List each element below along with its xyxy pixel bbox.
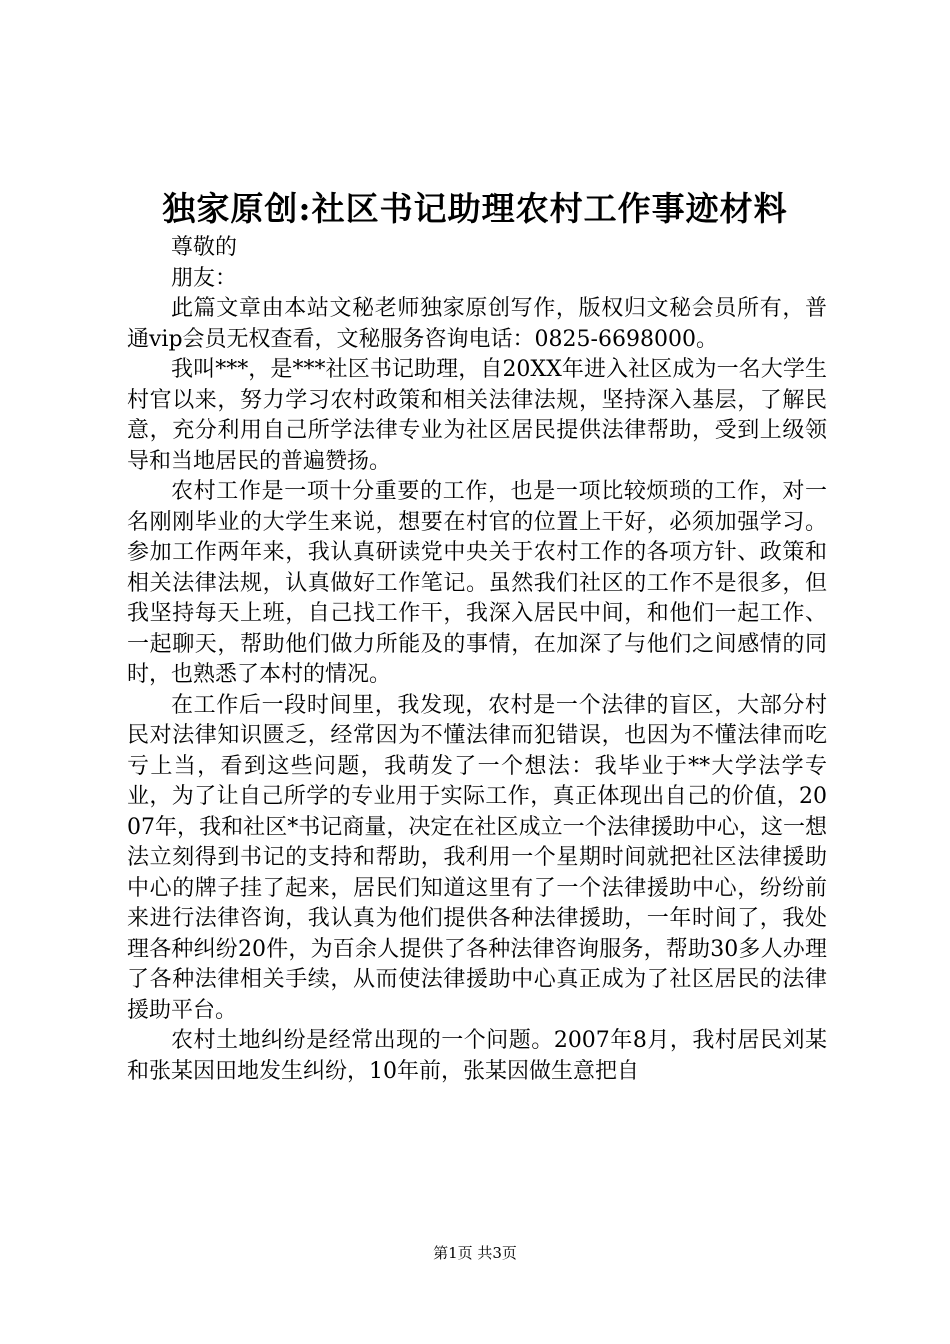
document-body [127, 233, 827, 1087]
page-number-footer: 第1页 共3页 [433, 1244, 517, 1262]
copyright-notice-paragraph: 此篇文章由本站文秘老师独家原创写作，版权归文秘会员所有，普通vip会员无权查看，文秘服务咨询电话：0825-6698000。 [127, 296, 827, 352]
intro-paragraph: 我叫***，是***社区书记助理，自20XX年进入社区成为一名大学生村官以来，努力学习农村政策和相关法律法规，坚持深入基层，了解民意，充分利用自己所学法律专业为社区居民提供法律帮助，受到上级领导和当地居民的普遍赞扬。 [127, 357, 827, 474]
land-dispute-paragraph: 农村土地纠纷是经常出现的一个问题。2007年8月，我村居民刘某和张某因田地发生纠纷，10年前，张某因做生意把自 [127, 1028, 827, 1084]
rural-work-paragraph: 农村工作是一项十分重要的工作，也是一项比较烦琐的工作，对一名刚刚毕业的大学生来说，想要在村官的位置上干好，必须加强学习。参加工作两年来，我认真研读党中央关于农村工作的各项方针、政策和相关法律法规，认真做好工作笔记。虽然我们社区的工作不是很多，但我坚持每天上班，自己找工作干，我深入居民中间，和他们一起工作、一起聊天，帮助他们做力所能及的事情，在加深了与他们之间感情的同时，也熟悉了本村的情况。 [127, 479, 827, 687]
salutation-line-2: 朋友： [171, 265, 238, 291]
document-title: 独家原创:社区书记助理农村工作事迹材料 [162, 189, 788, 228]
salutation-line-1: 尊敬的 [171, 235, 238, 260]
legal-aid-paragraph: 在工作后一段时间里，我发现，农村是一个法律的盲区，大部分村民对法律知识匮乏，经常因为不懂法律而犯错误，也因为不懂法律而吃亏上当，看到这些问题，我萌发了一个想法：我毕业于**大学法学专业，为了让自己所学的专业用于实际工作，真正体现出自己的价值，2007年，我和社区*书记商量，决定在社区成立一个法律援助中心，这一想法立刻得到书记的支持和帮助，我利用一个星期时间就把社区法律援助中心的牌子挂了起来，居民们知道这里有了一个法律援助中心，纷纷前来进行法律咨询，我认真为他们提供各种法律援助，一年时间了，我处理各种纠纷20件，为百余人提供了各种法律咨询服务，帮助30多人办理了各种法律相关手续，从而使法律援助中心真正成为了社区居民的法律援助平台。 [127, 692, 827, 1023]
